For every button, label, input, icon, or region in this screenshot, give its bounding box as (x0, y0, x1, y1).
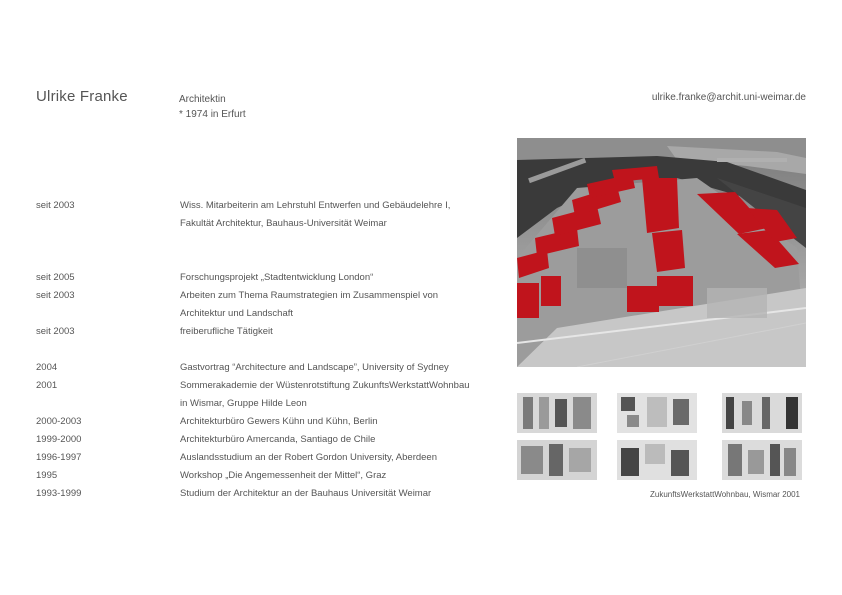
cv-line: Architekturbüro Amercanda, Santiago de Chile (180, 434, 376, 445)
cv-year: seit 2003 (36, 290, 75, 301)
cv-year: 2004 (36, 362, 58, 373)
cv-description (180, 449, 500, 467)
cv-description (180, 323, 500, 341)
cv-year: seit 2003 (36, 200, 75, 211)
cv-year: 1999-2000 (36, 434, 82, 445)
cv-description (180, 197, 500, 233)
cv-line: Architekturbüro Gewers Kühn und Kühn, Berlin (180, 416, 378, 427)
model-thumbnail (517, 393, 597, 433)
person-name: Ulrike Franke (36, 88, 128, 105)
cv-line: Arbeiten zum Thema Raumstrategien im Zusammenspiel von (180, 290, 439, 301)
aerial-site-photo (517, 138, 806, 367)
birth-info: * 1974 in Erfurt (179, 109, 246, 120)
cv-line: Auslandsstudium an der Robert Gordon University, Aberdeen (180, 452, 437, 463)
cv-description (180, 413, 500, 431)
profession-block (179, 92, 246, 122)
cv-year: 1993-1999 (36, 488, 82, 499)
model-thumbnail (722, 393, 802, 433)
cv-year: 2000-2003 (36, 416, 82, 427)
cv-description (180, 467, 500, 485)
cv-year: seit 2003 (36, 326, 75, 337)
cv-line: Forschungsprojekt „Stadtentwicklung London“ (180, 272, 374, 283)
cv-description (180, 431, 500, 449)
cv-description (180, 485, 500, 503)
image-caption: ZukunftsWerkstattWohnbau, Wismar 2001 (650, 490, 800, 499)
cv-line: in Wismar, Gruppe Hilde Leon (180, 398, 307, 409)
cv-line: Wiss. Mitarbeiterin am Lehrstuhl Entwerfen und Gebäudelehre I, (180, 200, 451, 211)
cv-line: Architektur und Landschaft (180, 308, 294, 319)
cv-year: seit 2005 (36, 272, 75, 283)
cv-description (180, 359, 500, 377)
aerial-photo-graphic (517, 138, 806, 367)
cv-year: 1996-1997 (36, 452, 82, 463)
email-address: ulrike.franke@archit.uni-weimar.de (651, 92, 806, 103)
cv-description (180, 269, 500, 287)
cv-year: 2001 (36, 380, 58, 391)
cv-line: Sommerakademie der Wüstenrotstiftung ZukunftsWerkstattWohnbau (180, 380, 470, 391)
cv-year: 1995 (36, 470, 58, 481)
cv-description (180, 287, 500, 323)
cv-line: Studium der Architektur an der Bauhaus Universität Weimar (180, 488, 432, 499)
model-thumbnail (722, 440, 802, 480)
model-thumbnail (617, 393, 697, 433)
profession: Architektin (179, 94, 226, 105)
cv-line: Workshop „Die Angemessenheit der Mittel“, Graz (180, 470, 387, 481)
cv-line: freiberufliche Tätigkeit (180, 326, 273, 337)
model-thumbnail (617, 440, 697, 480)
cv-line: Gastvortrag “Architecture and Landscape”, University of Sydney (180, 362, 449, 373)
cv-description (180, 377, 500, 413)
cv-line: Fakultät Architektur, Bauhaus-Universität Weimar (180, 218, 387, 229)
model-thumbnail (517, 440, 597, 480)
